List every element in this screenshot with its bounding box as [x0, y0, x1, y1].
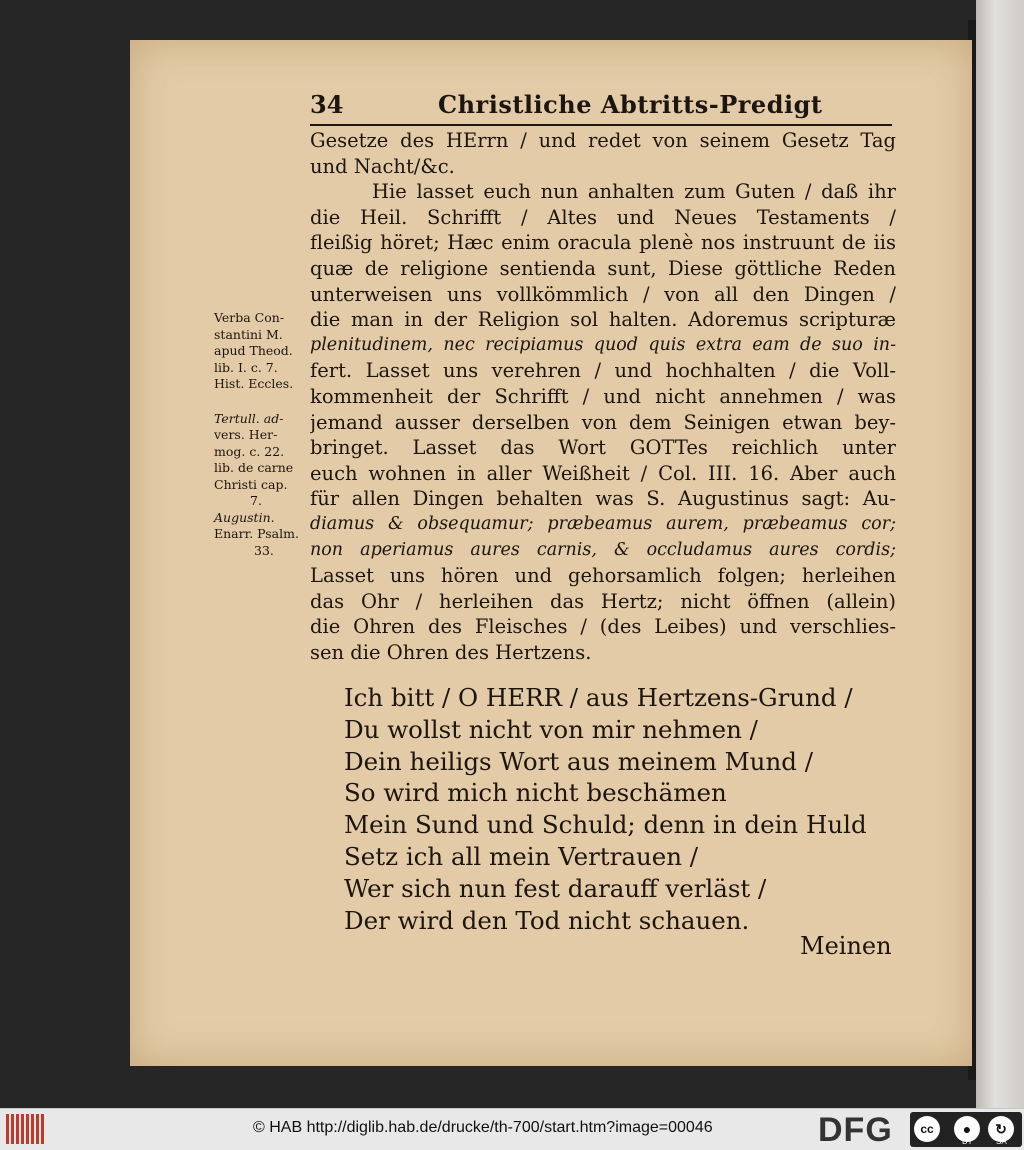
verse-line: Ich bitt / O HERR / aus Hertzens-Grund / — [344, 683, 853, 712]
text-line: Hie lasset euch nun anhalten zum Guten / daß ihr — [372, 180, 896, 204]
margin-note: Enarr. Psalm. — [214, 526, 299, 541]
running-title: Christliche Abtritts-Predigt — [438, 90, 823, 119]
text-line: jemand ausser derselben von dem Seinigen etwan bey- — [310, 410, 896, 434]
text-line: quæ de religione sentienda sunt, Diese göttliche Reden — [310, 256, 896, 280]
hymn-verse — [344, 682, 904, 936]
text-line: Gesetze des HErrn / und redet von seinem Gesetz Tag — [310, 129, 896, 152]
margin-note: Christi cap. — [214, 476, 288, 492]
margin-note: apud Theod. — [214, 343, 293, 358]
verse-line: Der wird den Tod nicht schauen. — [344, 905, 750, 935]
margin-notes — [214, 310, 310, 559]
text-line: sen die Ohren des Hertzens. — [310, 640, 592, 664]
page-header — [310, 90, 892, 126]
text-line: fleißig höret; Hæc enim oracula plenè nos instruunt de iis — [310, 231, 896, 255]
footer-bar — [0, 1108, 1024, 1150]
sa-label: SA — [996, 1137, 1007, 1146]
text-line: euch wohnen in aller Weißheit / Col. III. 16. Aber auch — [310, 461, 896, 485]
text-line: fert. Lasset uns verehren / und hochhalten / die Voll- — [310, 359, 896, 383]
text-line: plenitudinem, nec recipiamus quod quis extra eam de suo in- — [310, 334, 896, 355]
text-line: kommenheit der Schrifft / und nicht annehmen / was — [310, 384, 896, 408]
text-line: die Ohren des Fleisches / (des Leibes) und verschlies- — [310, 615, 896, 639]
text-line: die man in der Religion sol halten. Adoremus scripturæ — [310, 308, 896, 332]
copyright-link[interactable]: © HAB http://diglib.hab.de/drucke/th-700/start.htm?image=00046 — [253, 1119, 713, 1136]
page-number: 34 — [310, 90, 344, 119]
margin-note: stantini M. — [214, 326, 283, 342]
body-text — [310, 128, 896, 665]
verse-line: Dein heiligs Wort aus meinem Mund / — [344, 746, 813, 776]
verse-line: Mein Sund und Schuld; denn in dein Huld — [344, 810, 867, 840]
text-line: für allen Dingen behalten was S. Augustinus sagt: Au- — [310, 487, 896, 511]
verse-line: Setz ich all mein Vertrauen / — [344, 841, 699, 871]
margin-note: vers. Her- — [214, 427, 278, 442]
text-line: und Nacht/&c. — [310, 154, 455, 178]
library-barcode-icon — [6, 1114, 46, 1144]
cc-icon: cc — [914, 1116, 940, 1142]
scanned-page — [130, 40, 972, 1066]
verse-line: So wird mich nicht beschämen — [344, 778, 727, 808]
by-icon: ● — [954, 1116, 980, 1142]
text-line: bringet. Lasset das Wort GOTTes reichlich unter — [310, 436, 896, 460]
verse-line: Wer sich nun fest darauff verläst / — [344, 873, 767, 903]
verse-line: Du wollst nicht von mir nehmen / — [344, 714, 758, 744]
dfg-logo[interactable]: DFG — [818, 1111, 893, 1149]
margin-note: 33. — [254, 542, 274, 558]
margin-note: lib. de carne — [214, 460, 294, 475]
margin-note: lib. I. c. 7. — [214, 359, 278, 375]
text-line: Lasset uns hören und gehorsamlich folgen; herleihen — [310, 564, 896, 588]
margin-note: mog. c. 22. — [214, 443, 285, 459]
text-line: unterweisen uns vollkömmlich / von all den Dingen / — [310, 282, 896, 306]
by-label: BY — [962, 1137, 973, 1146]
text-line: die Heil. Schrifft / Altes und Neues Testaments / — [310, 205, 896, 229]
text-line: non aperiamus aures carnis, & occludamus aures cordis; — [310, 539, 896, 560]
catchword: Meinen — [800, 932, 892, 960]
text-line: diamus & obsequamur; præbeamus aurem, præbeamus cor; — [310, 513, 896, 534]
sa-icon: ↻ — [988, 1116, 1014, 1142]
margin-note: Augustin. — [214, 509, 275, 525]
text-line: das Ohr / herleihen das Hertz; nicht öffnen (allein) — [310, 589, 896, 613]
cc-license-badge[interactable] — [910, 1112, 1022, 1147]
margin-note: Verba Con- — [214, 310, 285, 325]
margin-note: Hist. Eccles. — [214, 376, 294, 391]
margin-note: 7. — [250, 493, 262, 508]
margin-spacer — [214, 393, 310, 411]
facing-page-edge — [976, 0, 1024, 1108]
margin-note: Tertull. ad- — [214, 410, 284, 426]
